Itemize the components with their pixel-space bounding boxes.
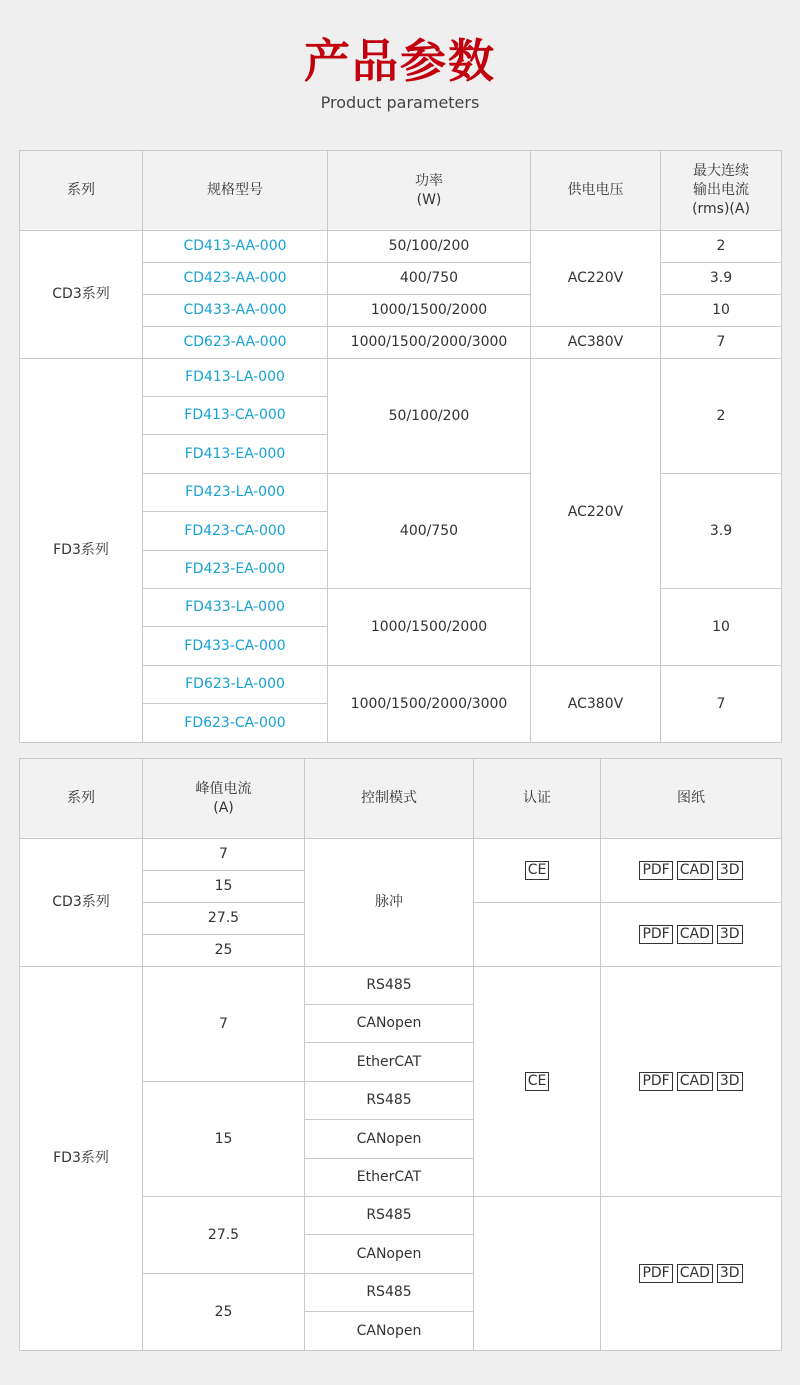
voltage-cell: AC380V <box>531 327 661 359</box>
pdf-link[interactable]: PDF <box>639 1072 672 1091</box>
model-link[interactable]: CD623-AA-000 <box>143 327 328 359</box>
model-link[interactable]: CD423-AA-000 <box>143 263 328 295</box>
control-cell: EtherCAT <box>305 1043 474 1082</box>
current-cell: 2 <box>661 359 782 474</box>
voltage-cell: AC220V <box>531 359 661 666</box>
power-cell: 400/750 <box>328 474 531 589</box>
header-series: 系列 <box>20 151 143 231</box>
current-cell: 3.9 <box>661 263 782 295</box>
header-control: 控制模式 <box>305 759 474 839</box>
drawing-cell <box>601 967 782 1197</box>
table-row <box>20 967 782 1005</box>
series-cell: CD3系列 <box>20 231 143 359</box>
voltage-cell: AC220V <box>531 231 661 327</box>
3d-link[interactable]: 3D <box>717 925 743 944</box>
model-link[interactable]: FD413-EA-000 <box>143 435 328 474</box>
model-link[interactable]: FD423-CA-000 <box>143 512 328 551</box>
ce-tag[interactable]: CE <box>525 1072 550 1091</box>
series-cell: FD3系列 <box>20 967 143 1351</box>
control-cell: RS485 <box>305 1082 474 1120</box>
3d-link[interactable]: 3D <box>717 861 743 880</box>
peak-cell: 7 <box>143 967 305 1082</box>
current-cell: 7 <box>661 666 782 743</box>
pdf-link[interactable]: PDF <box>639 861 672 880</box>
drawing-cell <box>601 1197 782 1351</box>
model-link[interactable]: FD423-LA-000 <box>143 474 328 512</box>
peak-cell: 27.5 <box>143 903 305 935</box>
series-cell: FD3系列 <box>20 359 143 743</box>
current-cell: 10 <box>661 295 782 327</box>
model-link[interactable]: FD413-LA-000 <box>143 359 328 397</box>
series-cell: CD3系列 <box>20 839 143 967</box>
control-cell: CANopen <box>305 1005 474 1043</box>
cad-link[interactable]: CAD <box>677 925 713 944</box>
cad-link[interactable]: CAD <box>677 861 713 880</box>
table-row <box>20 231 782 263</box>
cert-cell-empty <box>474 903 601 967</box>
power-cell: 1000/1500/2000/3000 <box>328 666 531 743</box>
power-cell: 1000/1500/2000 <box>328 589 531 666</box>
header-power <box>328 151 531 231</box>
current-cell: 10 <box>661 589 782 666</box>
control-cell: 脉冲 <box>305 839 474 967</box>
ce-tag[interactable]: CE <box>525 861 550 880</box>
model-link[interactable]: FD433-CA-000 <box>143 627 328 666</box>
header-voltage: 供电电压 <box>531 151 661 231</box>
current-cell: 7 <box>661 327 782 359</box>
cad-link[interactable]: CAD <box>677 1072 713 1091</box>
drawing-cell <box>601 903 782 967</box>
header-model: 规格型号 <box>143 151 328 231</box>
current-cell: 3.9 <box>661 474 782 589</box>
peak-cell: 15 <box>143 871 305 903</box>
control-cell: CANopen <box>305 1120 474 1159</box>
power-cell: 400/750 <box>328 263 531 295</box>
header-current-text: 最大连续 输出电流 (rms)(A) <box>692 163 750 217</box>
peak-cell: 7 <box>143 839 305 871</box>
model-link[interactable]: FD413-CA-000 <box>143 397 328 435</box>
power-cell: 50/100/200 <box>328 231 531 263</box>
pdf-link[interactable]: PDF <box>639 925 672 944</box>
table-row <box>20 359 782 397</box>
table-header-row <box>20 151 782 231</box>
power-cell: 1000/1500/2000 <box>328 295 531 327</box>
3d-link[interactable]: 3D <box>717 1072 743 1091</box>
model-link[interactable]: FD433-LA-000 <box>143 589 328 627</box>
control-cell: RS485 <box>305 967 474 1005</box>
peak-cell: 25 <box>143 1274 305 1351</box>
control-cell: CANopen <box>305 1312 474 1351</box>
pdf-link[interactable]: PDF <box>639 1264 672 1283</box>
power-cell: 50/100/200 <box>328 359 531 474</box>
table-row <box>20 839 782 871</box>
model-link[interactable]: FD423-EA-000 <box>143 551 328 589</box>
header-peak <box>143 759 305 839</box>
control-cell: CANopen <box>305 1235 474 1274</box>
peak-cell: 25 <box>143 935 305 967</box>
header-peak-text: 峰值电流 (A) <box>195 780 252 816</box>
model-link[interactable]: CD413-AA-000 <box>143 231 328 263</box>
peak-cell: 15 <box>143 1082 305 1197</box>
peak-cell: 27.5 <box>143 1197 305 1274</box>
control-cell: RS485 <box>305 1274 474 1312</box>
cert-cell <box>474 967 601 1197</box>
header-cert: 认证 <box>474 759 601 839</box>
model-link[interactable]: FD623-LA-000 <box>143 666 328 704</box>
page-subtitle: Product parameters <box>320 93 480 112</box>
page-header <box>0 28 800 114</box>
cad-link[interactable]: CAD <box>677 1264 713 1283</box>
power-cell: 1000/1500/2000/3000 <box>328 327 531 359</box>
cert-table <box>19 758 782 1351</box>
page-title: 产品参数 <box>304 34 496 88</box>
header-series: 系列 <box>20 759 143 839</box>
table-header-row <box>20 759 782 839</box>
model-link[interactable]: FD623-CA-000 <box>143 704 328 743</box>
header-current <box>661 151 782 231</box>
voltage-cell: AC380V <box>531 666 661 743</box>
spec-table <box>19 150 782 743</box>
model-link[interactable]: CD433-AA-000 <box>143 295 328 327</box>
cert-cell-empty <box>474 1197 601 1351</box>
control-cell: EtherCAT <box>305 1159 474 1197</box>
control-cell: RS485 <box>305 1197 474 1235</box>
current-cell: 2 <box>661 231 782 263</box>
header-power-text: 功率 (W) <box>415 172 443 208</box>
header-drawing: 图纸 <box>601 759 782 839</box>
3d-link[interactable]: 3D <box>717 1264 743 1283</box>
drawing-cell <box>601 839 782 903</box>
cert-cell <box>474 839 601 903</box>
